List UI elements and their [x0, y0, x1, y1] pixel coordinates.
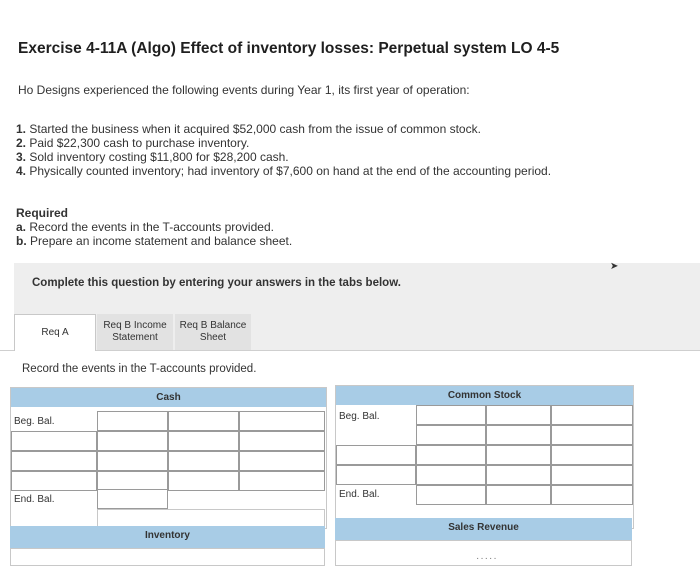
event-number: 3. — [16, 150, 27, 164]
taccount-title: Common Stock — [336, 386, 633, 405]
stock-credit-beg-input[interactable] — [486, 405, 551, 425]
event-text: Paid $22,300 cash to purchase inventory. — [29, 136, 250, 150]
tab-label-line2: Statement — [112, 332, 158, 343]
taccount-title: Cash — [11, 388, 326, 407]
beg-bal-label: Beg. Bal. — [14, 416, 55, 427]
cash-debit-desc-input[interactable] — [11, 451, 97, 471]
cash-credit-amount-input[interactable] — [168, 471, 239, 491]
event-number: 4. — [16, 164, 27, 178]
cursor-arrow-icon: ➤ — [610, 261, 619, 272]
stock-credit-desc-input[interactable] — [551, 405, 633, 425]
cash-debit-amount-input[interactable] — [97, 471, 168, 491]
record-instruction: Record the events in the T-accounts provided. — [22, 363, 257, 375]
tab-label-line1: Req B Income — [103, 320, 167, 331]
cash-debit-amount-input[interactable] — [97, 431, 168, 451]
end-bal-label: End. Bal. — [14, 494, 55, 505]
tab-label-line2: Sheet — [199, 332, 227, 343]
end-bal-label: End. Bal. — [339, 489, 380, 500]
tab-req-a[interactable] — [14, 314, 96, 351]
tab-label — [180, 320, 247, 344]
cash-debit-desc-input[interactable] — [11, 471, 97, 491]
stock-debit-amount-input[interactable] — [416, 445, 486, 465]
event-item-2 — [16, 136, 249, 150]
tab-label — [103, 320, 166, 344]
event-item-3 — [16, 150, 289, 164]
cash-credit-desc-input[interactable] — [239, 411, 325, 431]
tab-label-line1: Req B Balance — [179, 320, 247, 331]
required-letter: b. — [16, 234, 27, 248]
cash-credit-desc-input[interactable] — [239, 431, 325, 451]
tab-label: Req A — [41, 327, 69, 338]
event-text: Started the business when it acquired $52,000 cash from the issue of common stock. — [29, 122, 481, 136]
cash-debit-amount-input[interactable] — [97, 451, 168, 471]
stock-debit-amount-input[interactable] — [416, 405, 486, 425]
required-heading: Required — [16, 206, 69, 220]
stock-debit-desc-input[interactable] — [336, 465, 416, 485]
cash-debit-beg-input[interactable] — [97, 411, 168, 431]
stock-credit-amount-input[interactable] — [486, 425, 551, 445]
event-item-1 — [16, 122, 481, 136]
event-number: 2. — [16, 136, 27, 150]
required-item-b — [16, 234, 292, 248]
panel-instruction: Complete this question by entering your answers in the tabs below. — [32, 277, 401, 289]
stock-credit-desc-input[interactable] — [551, 465, 633, 485]
event-item-4 — [16, 164, 551, 178]
required-text: Prepare an income statement and balance sheet. — [30, 234, 293, 248]
taccount-inventory-header: Inventory — [10, 526, 325, 548]
event-text: Physically counted inventory; had inventory of $7,600 on hand at the end of the accounting period. — [29, 164, 552, 178]
stock-credit-amount-input[interactable] — [486, 465, 551, 485]
required-item-a — [16, 220, 274, 234]
cash-credit-amount-input[interactable] — [168, 411, 239, 431]
stock-credit-desc-input[interactable] — [551, 425, 633, 445]
more-indicator-icon: ····· — [476, 553, 498, 564]
stock-credit-desc-input[interactable] — [551, 445, 633, 465]
beg-bal-label: Beg. Bal. — [339, 411, 380, 422]
exercise-title: Exercise 4-11A (Algo) Effect of inventory losses: Perpetual system LO 4-5 — [18, 40, 560, 57]
taccount-cash — [10, 387, 327, 529]
cash-credit-amount-input[interactable] — [168, 451, 239, 471]
stock-debit-desc-input[interactable] — [336, 445, 416, 465]
stock-end-bal-input[interactable] — [486, 485, 551, 505]
cash-credit-desc-input[interactable] — [239, 471, 325, 491]
event-text: Sold inventory costing $11,800 for $28,200 cash. — [29, 150, 289, 164]
stock-debit-end-input[interactable] — [416, 485, 486, 505]
cash-credit-amount-input[interactable] — [168, 431, 239, 451]
tab-req-b-income-statement[interactable] — [97, 314, 173, 350]
cash-end-bal-input[interactable] — [97, 489, 168, 509]
event-number: 1. — [16, 122, 27, 136]
required-text: Record the events in the T-accounts provided. — [29, 220, 274, 234]
stock-debit-amount-input[interactable] — [416, 425, 486, 445]
stock-credit-amount-input[interactable] — [486, 445, 551, 465]
taccount-sales-revenue-header: Sales Revenue — [335, 518, 632, 540]
cash-debit-desc-input[interactable] — [11, 431, 97, 451]
cash-footer-row — [97, 509, 325, 527]
exercise-intro: Ho Designs experienced the following events during Year 1, its first year of operation: — [18, 83, 470, 97]
taccount-common-stock — [335, 385, 634, 529]
taccount-inventory-body — [10, 548, 325, 566]
stock-debit-amount-input[interactable] — [416, 465, 486, 485]
tab-req-b-balance-sheet[interactable] — [175, 314, 251, 350]
cash-credit-desc-input[interactable] — [239, 451, 325, 471]
required-letter: a. — [16, 220, 27, 234]
stock-credit-desc-input[interactable] — [551, 485, 633, 505]
